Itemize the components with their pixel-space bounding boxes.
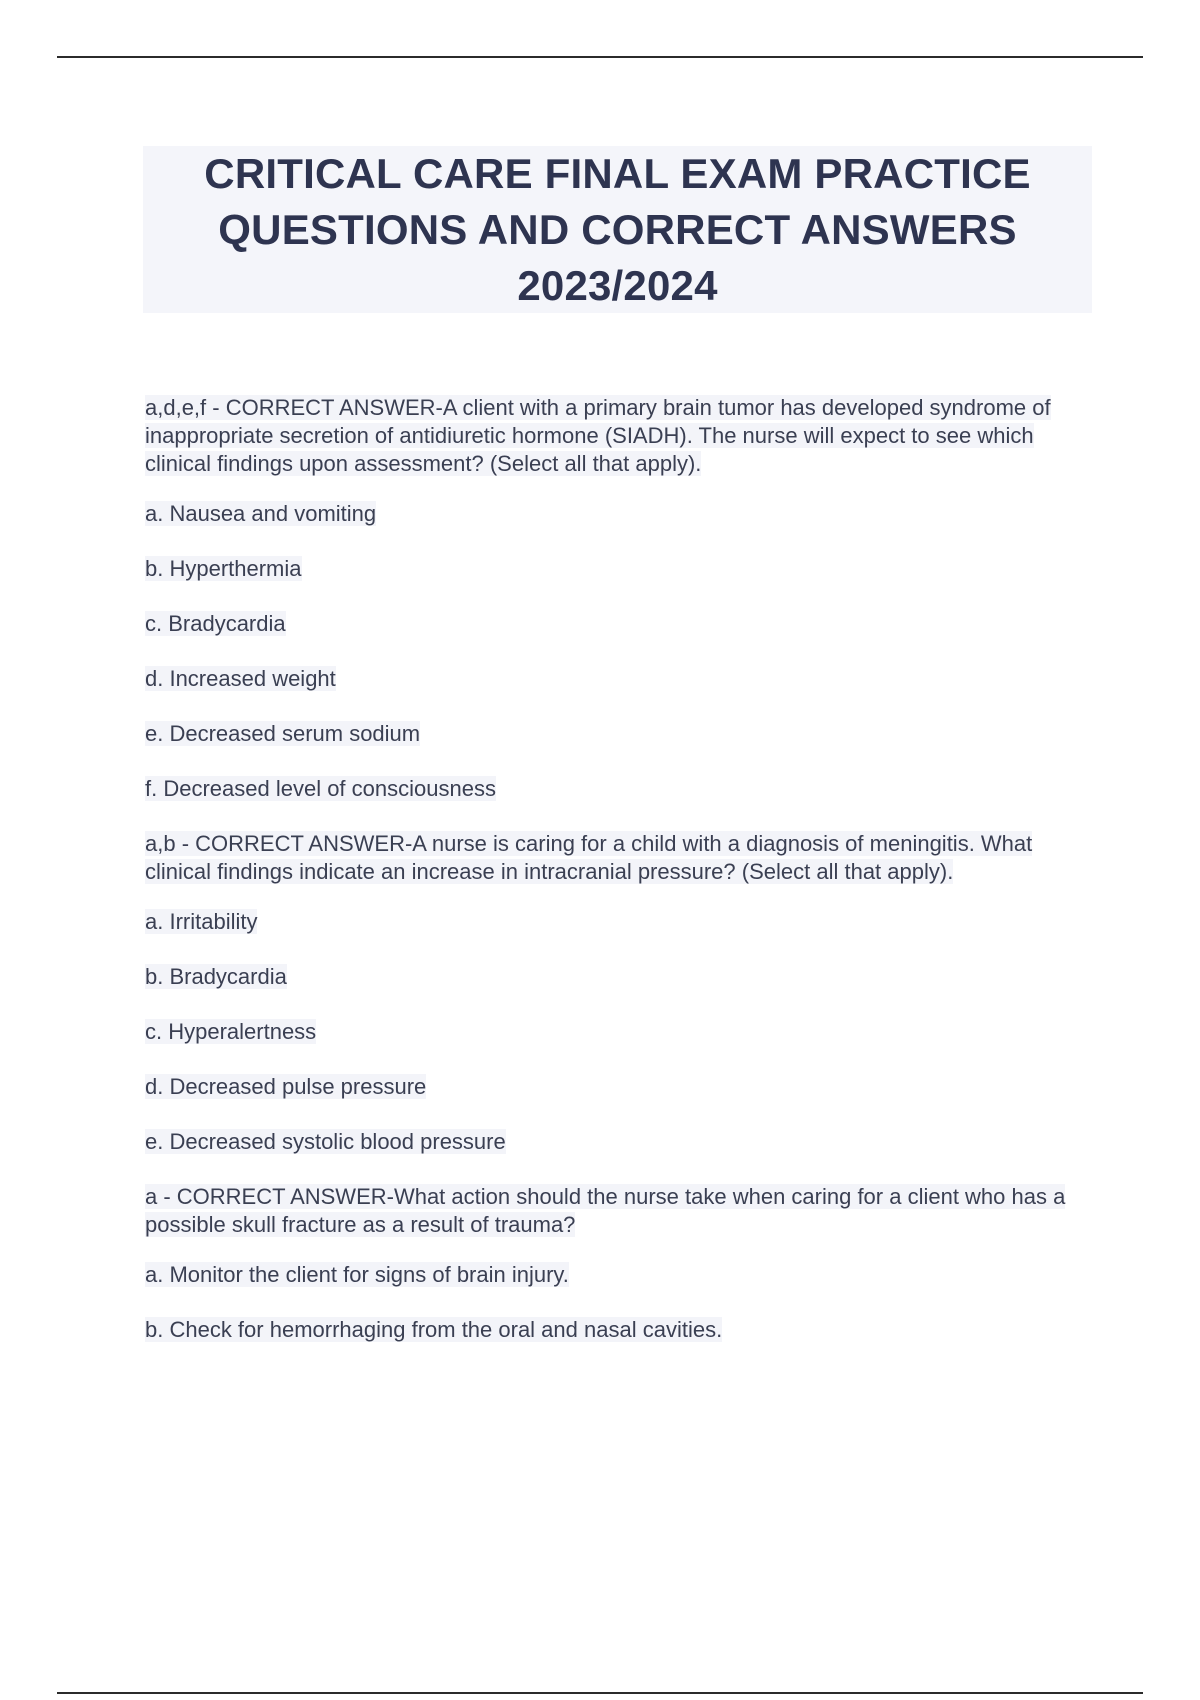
answer-option: c. Bradycardia (145, 611, 286, 636)
question-block-1 (145, 394, 1075, 803)
bottom-rule (57, 1692, 1143, 1694)
answer-option: a. Irritability (145, 909, 258, 934)
question-block-3 (145, 1183, 1075, 1344)
answer-option: e. Decreased systolic blood pressure (145, 1129, 506, 1154)
answer-option: b. Hyperthermia (145, 556, 302, 581)
title-block (143, 146, 1092, 313)
question-text: a - CORRECT ANSWER-What action should the nurse take when caring for a client who has a possible skull fracture as a result of trauma? (145, 1184, 1066, 1237)
document-body (145, 394, 1075, 1371)
answer-option: a. Nausea and vomiting (145, 501, 377, 526)
question-block-2 (145, 830, 1075, 1156)
answer-option: d. Increased weight (145, 666, 336, 691)
answer-option: b. Check for hemorrhaging from the oral and nasal cavities. (145, 1317, 723, 1342)
answer-option: c. Hyperalertness (145, 1019, 317, 1044)
answer-option: b. Bradycardia (145, 964, 287, 989)
answer-option: f. Decreased level of consciousness (145, 776, 496, 801)
document-title: CRITICAL CARE FINAL EXAM PRACTICE QUESTIONS AND CORRECT ANSWERS 2023/2024 (204, 149, 1031, 309)
top-rule (57, 56, 1143, 58)
answer-option: a. Monitor the client for signs of brain injury. (145, 1262, 569, 1287)
answer-option: d. Decreased pulse pressure (145, 1074, 427, 1099)
question-text: a,d,e,f - CORRECT ANSWER-A client with a primary brain tumor has developed syndrome of inappropriate secretion of antidiuretic hormone (SIADH). The nurse will expect to see which clinical findings upon assessment? (Select all that apply). (145, 395, 1051, 476)
answer-option: e. Decreased serum sodium (145, 721, 421, 746)
question-text: a,b - CORRECT ANSWER-A nurse is caring for a child with a diagnosis of meningitis. What clinical findings indicate an increase in intracranial pressure? (Select all that apply). (145, 831, 1033, 884)
